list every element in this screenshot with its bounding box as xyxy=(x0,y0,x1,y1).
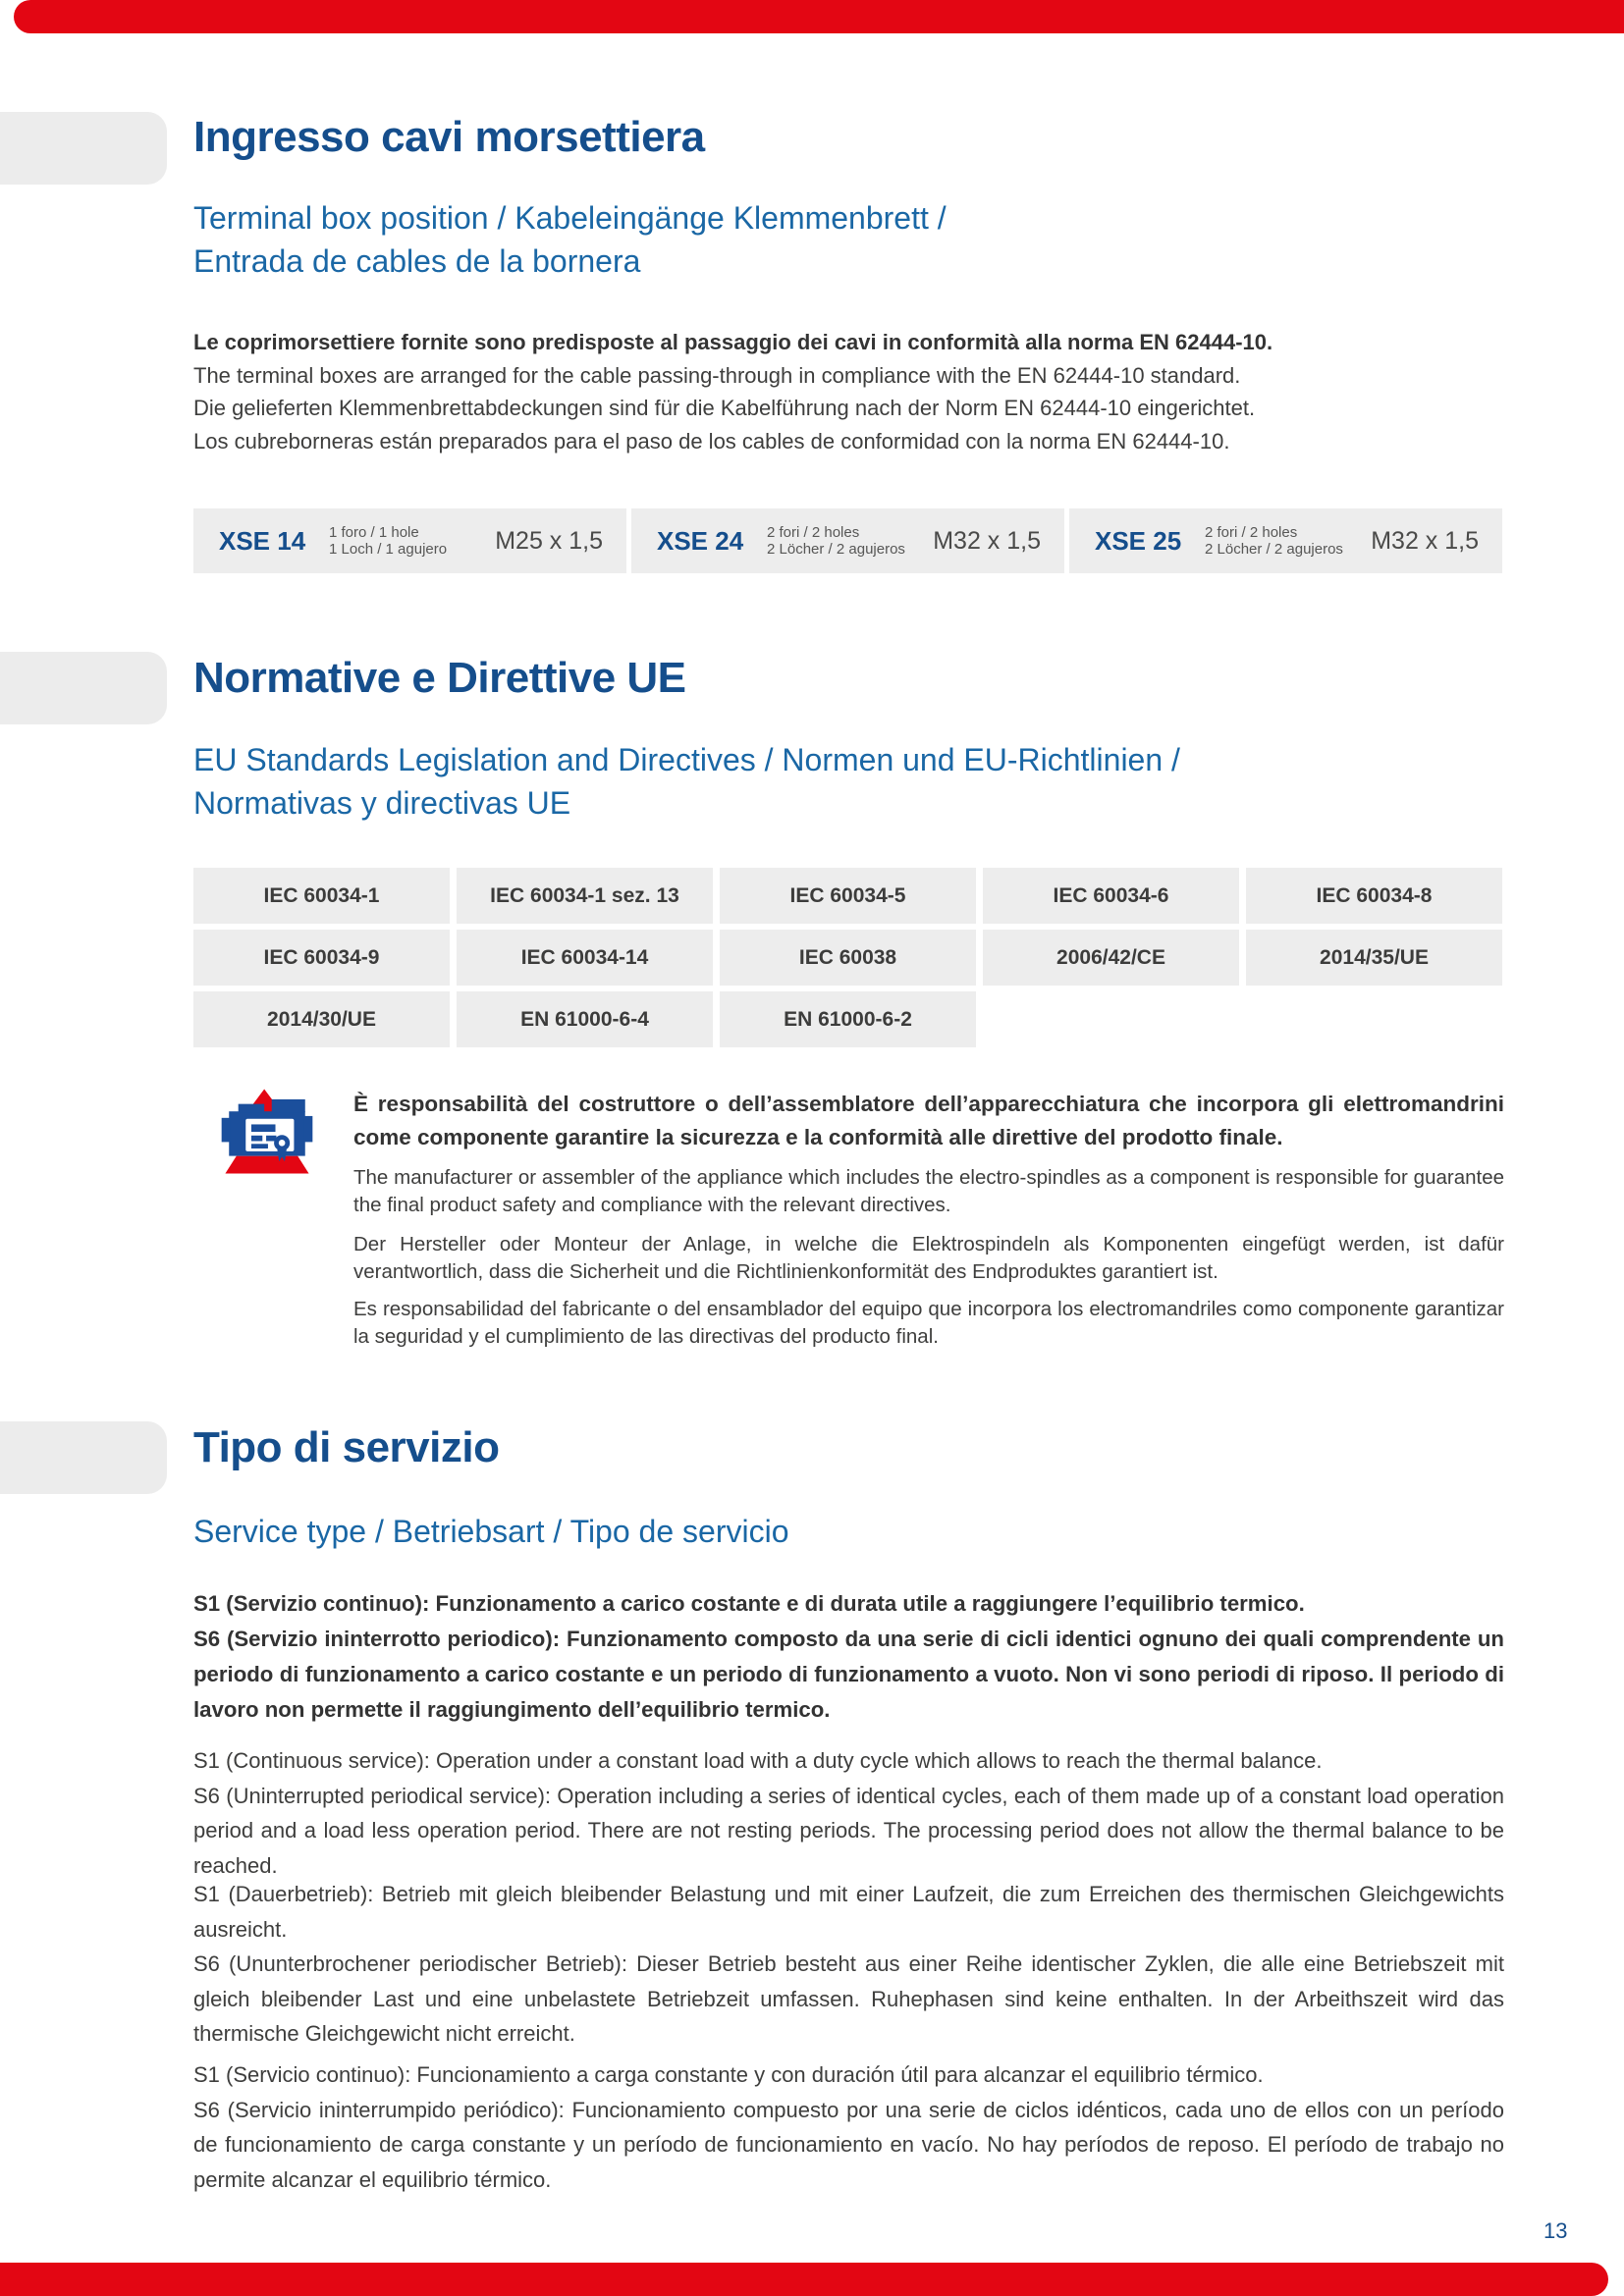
service-s6-german: S6 (Ununterbrochener periodischer Betrieb): Dieser Betrieb besteht aus einer Reihe identischer Zyklen, die alle eine Betriebszeit mit gleich bleibender Last und eine unbelastete Betriebzeit umfassen. Ruhephasen sind keine enthalten. In der Arbeithszeit wird das thermische Gleichgewicht nicht erreicht. xyxy=(193,1951,1504,2046)
side-tab-2 xyxy=(0,652,167,724)
service-english xyxy=(193,1743,1504,1883)
intro-english: The terminal boxes are arranged for the cable passing-through in compliance with the EN 62444-10 standard. xyxy=(193,362,1241,388)
standards-grid xyxy=(193,868,1502,1047)
model-size: M32 x 1,5 xyxy=(1371,526,1479,555)
model-holes-line1: 2 fori / 2 holes xyxy=(767,524,860,541)
model-holes xyxy=(329,524,495,558)
service-s1-spanish: S1 (Servicio continuo): Funcionamiento a carga constante y con duración útil para alcanzar el equilibrio térmico. xyxy=(193,2062,1264,2087)
intro-spanish: Los cubreborneras están preparados para el paso de los cables de conformidad con la norma EN 62444-10. xyxy=(193,428,1230,454)
standard-cell: EN 61000-6-4 xyxy=(457,991,713,1047)
standards-row-2 xyxy=(193,930,1502,986)
section1-subtitle xyxy=(193,196,1509,283)
responsibility-note-italian: È responsabilità del costruttore o dell’assemblatore dell’apparecchiatura che incorpora gli elettromandrini come componente garantire la sicurezza e la conformità alle direttive del prodotto finale. xyxy=(353,1092,1504,1149)
standards-row-1 xyxy=(193,868,1502,924)
section3-subtitle: Service type / Betriebsart / Tipo de servicio xyxy=(193,1514,789,1549)
model-name: XSE 24 xyxy=(657,525,744,556)
standard-cell: IEC 60034-5 xyxy=(720,868,976,924)
responsibility-note-english: The manufacturer or assembler of the appliance which includes the electro-spindles as a component is responsible for guarantee the final product safety and compliance with the relevant directives. xyxy=(353,1166,1504,1216)
top-red-bar xyxy=(14,0,1624,33)
section2-title: Normative e Direttive UE xyxy=(193,654,686,702)
service-s1-italian: S1 (Servizio continuo): Funzionamento a carico costante e di durata utile a raggiungere l’equilibrio termico. xyxy=(193,1591,1305,1616)
model-cell-xse25 xyxy=(1069,508,1502,573)
section1-subtitle-line1: Terminal box position / Kabeleingänge Klemmenbrett / xyxy=(193,200,947,236)
standard-cell: IEC 60034-14 xyxy=(457,930,713,986)
service-german xyxy=(193,1877,1504,2052)
section3-title: Tipo di servizio xyxy=(193,1423,500,1471)
model-holes-line1: 2 fori / 2 holes xyxy=(1205,524,1298,541)
model-holes-line2: 2 Löcher / 2 agujeros xyxy=(1205,541,1343,558)
responsibility-note-german: Der Hersteller oder Monteur der Anlage, in welche die Elektrospindeln als Komponenten eingefügt werden, ist dafür verantwortlich, dass die Sicherheit und die Richtlinienkonformität des Endproduktes garantiert ist. xyxy=(353,1233,1504,1283)
section1-title: Ingresso cavi morsettiera xyxy=(193,113,705,161)
section1-intro xyxy=(193,326,1509,457)
intro-italian: Le coprimorsettiere fornite sono predisposte al passaggio dei cavi in conformità alla norma EN 62444-10. xyxy=(193,330,1273,354)
standard-cell: IEC 60038 xyxy=(720,930,976,986)
model-name: XSE 14 xyxy=(219,525,306,556)
standard-cell: EN 61000-6-2 xyxy=(720,991,976,1047)
intro-german: Die gelieferten Klemmenbrettabdeckungen sind für die Kabelführung nach der Norm EN 62444-10 eingerichtet. xyxy=(193,396,1256,420)
model-name: XSE 25 xyxy=(1095,525,1182,556)
section2-subtitle xyxy=(193,738,1509,825)
side-tab-3 xyxy=(0,1421,167,1494)
standards-row-3 xyxy=(193,991,1502,1047)
service-s6-english: S6 (Uninterrupted periodical service): Operation including a series of identical cycles, each of them made up of a constant load operation period and a load less operation period. There are not resting periods. The processing period does not allow the thermal balance to be reached. xyxy=(193,1783,1504,1878)
model-holes-line2: 1 Loch / 1 agujero xyxy=(329,541,448,558)
model-cell-xse24 xyxy=(631,508,1064,573)
standard-cell: IEC 60034-1 sez. 13 xyxy=(457,868,713,924)
side-tab-1 xyxy=(0,112,167,185)
section2-subtitle-line2: Normativas y directivas UE xyxy=(193,785,571,821)
model-cell-xse14 xyxy=(193,508,626,573)
page-number: 13 xyxy=(1543,2218,1568,2243)
standard-cell: IEC 60034-8 xyxy=(1246,868,1502,924)
service-s1-german: S1 (Dauerbetrieb): Betrieb mit gleich bleibender Belastung und mit einer Laufzeit, die zum Erreichen des thermischen Gleichgewichts ausreicht. xyxy=(193,1882,1504,1942)
responsibility-note-spanish: Es responsabilidad del fabricante o del ensamblador del equipo que incorpora los electromandriles como componente garantizar la seguridad y el cumplimiento de las directivas del producto final. xyxy=(353,1298,1504,1348)
standard-cell: IEC 60034-6 xyxy=(983,868,1239,924)
service-s6-italian: S6 (Servizio ininterrotto periodico): Funzionamento composto da una serie di cicli identici ognuno dei quali comprendente un periodo di funzionamento a carico costante e un periodo di funzionamento a vuoto. Non vi sono periodi di riposo. Il periodo di lavoro non permette il raggiungimento dell’equilibrio termico. xyxy=(193,1627,1504,1722)
certified-machine-icon xyxy=(216,1084,318,1180)
service-s1-english: S1 (Continuous service): Operation under a constant load with a duty cycle which allows to reach the thermal balance. xyxy=(193,1748,1323,1773)
terminal-box-models xyxy=(193,508,1502,573)
model-size: M32 x 1,5 xyxy=(933,526,1041,555)
section2-subtitle-line1: EU Standards Legislation and Directives / Normen und EU-Richtlinien / xyxy=(193,742,1180,777)
bottom-red-bar xyxy=(0,2263,1608,2296)
section1-subtitle-line2: Entrada de cables de la bornera xyxy=(193,243,641,279)
standard-cell: IEC 60034-9 xyxy=(193,930,450,986)
model-size: M25 x 1,5 xyxy=(495,526,603,555)
model-holes xyxy=(1205,524,1371,558)
standard-cell: IEC 60034-1 xyxy=(193,868,450,924)
service-italian xyxy=(193,1586,1504,1728)
model-holes xyxy=(767,524,933,558)
model-holes-line2: 2 Löcher / 2 agujeros xyxy=(767,541,905,558)
service-s6-spanish: S6 (Servicio ininterrumpido periódico): Funcionamiento compuesto por una serie de ciclos idénticos, cada uno de ellos con un período de funcionamiento de carga constante y un período de funcionamiento en vacío. No hay períodos de reposo. El período de trabajo no permite alcanzar el equilibrio térmico. xyxy=(193,2097,1504,2192)
standard-cell: 2014/30/UE xyxy=(193,991,450,1047)
standard-cell: 2006/42/CE xyxy=(983,930,1239,986)
service-spanish xyxy=(193,2057,1504,2197)
standard-cell: 2014/35/UE xyxy=(1246,930,1502,986)
model-holes-line1: 1 foro / 1 hole xyxy=(329,524,419,541)
